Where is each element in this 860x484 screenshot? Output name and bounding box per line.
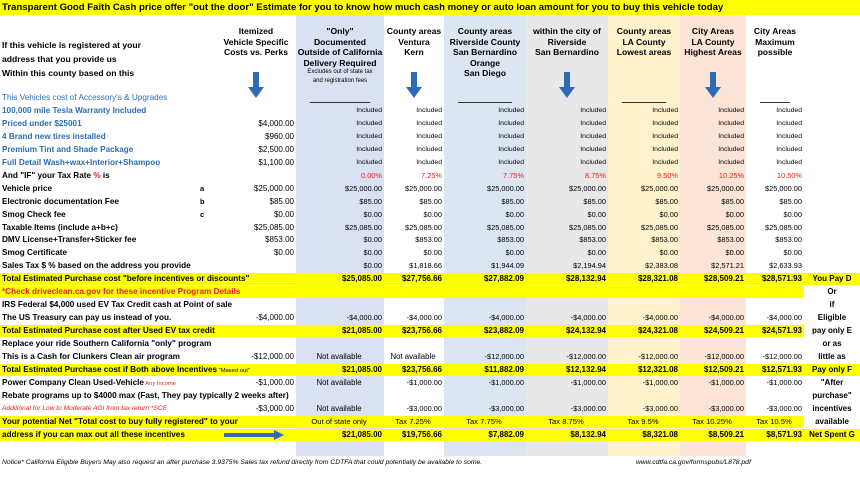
column-header-line: Lowest areas — [616, 47, 672, 57]
table-row — [0, 144, 860, 156]
side-note: available — [815, 417, 849, 426]
table-cell: $85.00 — [419, 197, 442, 206]
row-marker: c — [200, 210, 205, 219]
table-cell: $853.00 — [651, 235, 678, 244]
table-cell: $28,571.93 — [761, 274, 802, 283]
row-marker: a — [200, 184, 205, 193]
table-cell: $853.00 — [717, 235, 744, 244]
table-cell: Included — [498, 159, 524, 166]
table-cell: $853.00 — [415, 235, 442, 244]
table-cell: -$12,000.00 — [566, 352, 606, 361]
table-cell: -$12,000.00 — [762, 352, 802, 361]
table-cell: $24,571.93 — [761, 326, 802, 335]
table-cell: Included — [718, 107, 744, 114]
row-label: Power Company Clean Used-Vehicle Any Income — [2, 378, 176, 387]
table-cell: $24,509.21 — [703, 326, 744, 335]
column-header-line: Ventura — [398, 36, 430, 47]
table-row — [0, 222, 860, 234]
table-cell: Included — [718, 146, 744, 153]
table-cell: Included — [356, 107, 382, 114]
table-cell: -$1,000.00 — [642, 378, 678, 387]
column-header-line: possible — [757, 47, 793, 57]
row-label: Premium Tint and Shade Package — [2, 145, 134, 154]
table-cell: $28,132.94 — [565, 274, 606, 283]
table-cell: $25,000.00 — [569, 184, 606, 193]
table-cell: $21,085.00 — [341, 430, 382, 439]
table-cell: -$3,000.00 — [406, 404, 442, 413]
table-cell: -$12,000.00 — [638, 352, 678, 361]
notice-text: Notice* California Eligible Buyers May also request an after purchase 3.9375% Sales tax refund directly from CDTFA that could potentially be available to some. — [2, 459, 483, 466]
table-cell: Included — [416, 120, 442, 127]
table-cell: Tax 7.75% — [466, 417, 502, 426]
table-cell: Included — [718, 159, 744, 166]
table-cell: Included — [498, 146, 524, 153]
table-cell: Included — [580, 120, 606, 127]
table-cell: $0.00 — [725, 210, 744, 219]
table-cell: $0.00 — [505, 248, 524, 257]
table-cell: Included — [718, 133, 744, 140]
table-cell: $85.00 — [779, 197, 802, 206]
table-cell: $85.00 — [359, 197, 382, 206]
side-note: incentives — [812, 404, 852, 413]
table-row — [0, 351, 860, 363]
table-cell: $85.00 — [721, 197, 744, 206]
table-cell: 10.25% — [718, 171, 744, 180]
table-cell: $960.00 — [265, 132, 294, 141]
table-row — [0, 403, 860, 415]
table-cell: Included — [356, 120, 382, 127]
notice-link[interactable]: www.cdtfa.ca.gov/formspubs/L878.pdf — [636, 459, 751, 466]
table-cell: $0.00 — [273, 248, 294, 257]
side-note: little as — [818, 352, 846, 361]
row-label: Total Estimated Purchase cost after Used EV tax credit — [2, 326, 215, 335]
table-cell: -$4,000.00 — [488, 313, 524, 322]
table-cell: $0.00 — [423, 210, 442, 219]
table-cell: Included — [776, 146, 802, 153]
table-cell: Included — [416, 107, 442, 114]
table-cell: Tax 10.5% — [756, 417, 792, 426]
table-cell: $0.00 — [363, 261, 382, 270]
table-cell: $0.00 — [423, 248, 442, 257]
column-header-line: Documented — [313, 36, 367, 47]
table-cell: Out of state only — [311, 417, 367, 426]
row-label: *Check driveclean.ca.gov for these incentive Program Details — [2, 287, 241, 296]
table-row — [0, 260, 860, 272]
table-cell: $25,000.00 — [345, 184, 382, 193]
table-cell: $2,500.00 — [258, 145, 294, 154]
table-cell: 0.00% — [361, 171, 382, 180]
table-cell: Included — [416, 133, 442, 140]
row-label: 100,000 mile Tesla Warranty Included — [2, 106, 147, 115]
table-row — [0, 170, 860, 182]
table-cell: Not available — [316, 404, 362, 413]
header-label: If this vehicle is registered at your — [2, 40, 141, 50]
row-label-accent: % — [91, 171, 101, 180]
table-row — [0, 338, 860, 350]
table-cell: $2,194.94 — [573, 261, 606, 270]
row-label: Total Estimated Purchase cost if Both above Incentives "Maxed out" — [2, 365, 250, 374]
column-header — [444, 26, 526, 79]
table-cell: 8.75% — [585, 171, 606, 180]
table-cell: $2,383.08 — [645, 261, 678, 270]
row-label: Sales Tax $ % based on the address you provide — [2, 261, 191, 270]
table-cell: $24,321.08 — [637, 326, 678, 335]
table-cell: $853.00 — [265, 235, 294, 244]
table-cell: -$3,000.00 — [255, 404, 294, 413]
table-cell: $25,085.00 — [765, 223, 802, 232]
table-cell: $85.00 — [269, 197, 294, 206]
row-marker: b — [200, 197, 205, 206]
table-cell: $24,132.94 — [565, 326, 606, 335]
table-row — [0, 118, 860, 130]
column-header-line: County areas — [616, 26, 672, 36]
table-cell: $23,756.66 — [401, 326, 442, 335]
table-cell: $85.00 — [501, 197, 524, 206]
side-note: if — [829, 300, 835, 309]
column-header-note: and registration fees — [312, 78, 368, 84]
table-cell: -$4,000.00 — [406, 313, 442, 322]
table-cell: $21,085.00 — [341, 326, 382, 335]
table-cell: $25,085.00 — [707, 223, 744, 232]
table-cell: -$12,000.00 — [251, 352, 294, 361]
table-cell: Included — [580, 159, 606, 166]
table-cell: $2,571.21 — [711, 261, 744, 270]
table-row — [0, 286, 804, 298]
row-label: Full Detail Wash+wax+Interior+Shampoo — [2, 158, 161, 167]
row-label: Additional for Low to Moderate AGI from tax return *SCE — [2, 405, 168, 412]
column-header-line: San Bernardino — [535, 47, 599, 57]
table-cell: $25,000.00 — [253, 184, 294, 193]
table-cell: 7.25% — [421, 171, 442, 180]
column-header-line: San Bernardino — [453, 47, 517, 57]
table-cell: Included — [776, 120, 802, 127]
table-row — [0, 209, 860, 221]
column-header — [216, 26, 296, 58]
table-cell: $1,944.09 — [491, 261, 524, 270]
table-cell: Included — [498, 133, 524, 140]
table-cell: -$12,000.00 — [704, 352, 744, 361]
column-header-line: County areas — [386, 26, 442, 36]
table-cell: $853.00 — [579, 235, 606, 244]
row-label: Total Estimated Purchase cost "before incentives or discounts" — [2, 274, 250, 283]
table-cell: -$4,000.00 — [255, 313, 294, 322]
table-cell: $0.00 — [363, 210, 382, 219]
table-cell: Included — [580, 107, 606, 114]
table-cell: $27,756.66 — [401, 274, 442, 283]
row-label: Replace your ride Southern California "only" program — [2, 339, 212, 348]
table-cell: $1,818.66 — [409, 261, 442, 270]
table-cell: Tax 7.25% — [395, 417, 431, 426]
table-row — [0, 377, 860, 389]
table-cell: $0.00 — [659, 210, 678, 219]
table-cell: $8,509.21 — [708, 430, 744, 439]
table-cell: $8,571.93 — [766, 430, 802, 439]
table-cell: Included — [718, 120, 744, 127]
table-row — [0, 247, 860, 259]
table-cell: Included — [580, 146, 606, 153]
column-header-line: Delivery Required — [303, 57, 377, 68]
table-cell: $2,633.93 — [769, 261, 802, 270]
table-cell: Included — [580, 133, 606, 140]
table-cell: $0.00 — [725, 248, 744, 257]
table-row — [0, 183, 860, 195]
table-cell: -$4,000.00 — [708, 313, 744, 322]
table-cell: $12,509.21 — [703, 365, 744, 374]
table-cell: $0.00 — [363, 248, 382, 257]
column-header — [384, 26, 444, 58]
row-label: This is a Cash for Clunkers Clean air program — [2, 352, 180, 361]
table-row — [0, 325, 804, 337]
table-cell: Included — [498, 107, 524, 114]
table-cell: $0.00 — [783, 210, 802, 219]
table-cell: $25,000.00 — [641, 184, 678, 193]
table-cell: $1,100.00 — [258, 158, 294, 167]
row-label: The US Treasury can pay us instead of you. — [2, 313, 172, 322]
row-label: 4 Brand new tires installed — [2, 132, 106, 141]
row-label: Smog Check fee — [2, 210, 66, 219]
row-label-note: Any Income — [143, 381, 176, 387]
table-cell: $0.00 — [659, 248, 678, 257]
side-note: Pay only F — [804, 364, 860, 376]
table-cell: -$1,000.00 — [570, 378, 606, 387]
table-cell: $7,882.09 — [488, 430, 524, 439]
table-cell: -$3,000.00 — [766, 404, 802, 413]
table-cell: $85.00 — [583, 197, 606, 206]
table-cell: Tax 9.5% — [627, 417, 659, 426]
side-note: "After — [820, 378, 844, 387]
table-cell: Not available — [390, 352, 436, 361]
table-cell: $19,756.66 — [401, 430, 442, 439]
table-cell: $25,085.00 — [253, 223, 294, 232]
table-cell: $28,509.21 — [703, 274, 744, 283]
table-row — [0, 234, 860, 246]
column-header-line: Riverside — [547, 36, 587, 47]
table-cell: Tax 10.25% — [692, 417, 732, 426]
table-cell: $8,132.94 — [570, 430, 606, 439]
column-header-line: within the city of — [533, 26, 601, 36]
table-cell: 9.50% — [657, 171, 678, 180]
table-cell: $25,085.00 — [569, 223, 606, 232]
column-header-line: "Only" — [326, 26, 354, 36]
column-header-line: Itemized — [238, 26, 274, 36]
table-cell: $853.00 — [497, 235, 524, 244]
table-cell: -$1,000.00 — [766, 378, 802, 387]
table-cell: $25,085.00 — [487, 223, 524, 232]
table-cell: $25,000.00 — [765, 184, 802, 193]
table-cell: Included — [356, 133, 382, 140]
table-cell: Included — [776, 133, 802, 140]
table-cell: Included — [652, 133, 678, 140]
table-cell: -$4,000.00 — [766, 313, 802, 322]
table-cell: -$4,000.00 — [642, 313, 678, 322]
table-cell: -$1,000.00 — [406, 378, 442, 387]
row-label: Taxable Items (include a+b+c) — [2, 223, 118, 232]
column-header-line: City Areas — [753, 26, 797, 36]
table-cell: 10.50% — [776, 171, 802, 180]
side-note: Net Spent G — [804, 429, 860, 441]
side-note: or as — [822, 339, 842, 348]
column-header-line: Kern — [404, 47, 424, 57]
side-note: You Pay D — [804, 273, 860, 285]
column-header-line: Costs vs. Perks — [223, 47, 288, 57]
table-cell: $0.00 — [587, 210, 606, 219]
table-cell: -$1,000.00 — [708, 378, 744, 387]
table-cell: Included — [776, 107, 802, 114]
table-cell: $23,756.66 — [401, 365, 442, 374]
side-note: Eligible — [817, 313, 847, 322]
column-header-note: Excludes out of state tax — [307, 69, 373, 75]
column-header-line: Highest Areas — [684, 47, 742, 57]
column-header — [296, 26, 384, 86]
table-cell: $12,571.93 — [761, 365, 802, 374]
table-cell: Included — [652, 146, 678, 153]
column-header-line: Orange — [469, 57, 501, 68]
column-header-line: San Diego — [463, 68, 507, 78]
table-row — [0, 429, 804, 441]
column-header-line: LA County — [622, 36, 666, 47]
table-cell: $11,882.09 — [484, 365, 524, 374]
table-cell: $12,321.08 — [637, 365, 678, 374]
table-cell: $4,000.00 — [258, 119, 294, 128]
row-label: DMV License+Transfer+Sticker fee — [2, 235, 137, 244]
table-cell: Included — [356, 146, 382, 153]
table-cell: $25,085.00 — [405, 223, 442, 232]
table-cell: $0.00 — [783, 248, 802, 257]
table-cell: $853.00 — [775, 235, 802, 244]
row-label: And "IF" your Tax Rate % is — [2, 171, 110, 180]
table-cell: Included — [652, 120, 678, 127]
table-cell: Not available — [316, 352, 362, 361]
table-cell: $21,085.00 — [341, 365, 382, 374]
row-label-note: "Maxed out" — [217, 368, 250, 374]
table-cell: $25,000.00 — [707, 184, 744, 193]
table-cell: Tax 8.75% — [548, 417, 584, 426]
header-label: Within this county based on this — [2, 68, 135, 78]
table-row — [0, 312, 860, 324]
table-cell: $25,085.00 — [345, 223, 382, 232]
column-header-line: Vehicle Specific — [223, 36, 289, 47]
row-label: Your potential Net "Total cost to buy fully registered" to your — [2, 417, 238, 426]
table-row — [0, 273, 804, 285]
table-row — [0, 299, 860, 311]
table-cell: Not available — [316, 378, 362, 387]
table-row — [0, 157, 860, 169]
table-row — [0, 196, 860, 208]
table-cell: Included — [776, 159, 802, 166]
table-row — [0, 105, 860, 117]
table-cell: $25,000.00 — [405, 184, 442, 193]
table-cell: 7.75% — [503, 171, 524, 180]
page-title: Transparent Good Faith Cash price offer "out the door" Estimate for you to know how much cash money or auto loan amount for you to buy this vehicle today — [0, 0, 860, 15]
row-label: Rebate programs up to $4000 max (Fast, They pay typically 2 weeks after) — [2, 391, 289, 400]
column-header-line: City Areas — [691, 26, 735, 36]
table-cell: $0.00 — [273, 210, 294, 219]
table-cell: Included — [498, 120, 524, 127]
table-cell: Included — [652, 159, 678, 166]
header-label: address that you provide us — [2, 54, 117, 64]
table-cell: Included — [416, 146, 442, 153]
table-cell: Included — [356, 159, 382, 166]
row-label: This Vehicles cost of Accessory's & Upgrades — [2, 93, 168, 102]
side-note: pay only E — [811, 326, 852, 335]
column-header-line: Riverside County — [449, 36, 521, 47]
side-note: Or — [827, 287, 837, 296]
table-cell: -$3,000.00 — [570, 404, 606, 413]
table-cell: $0.00 — [587, 248, 606, 257]
table-cell: -$3,000.00 — [708, 404, 744, 413]
column-header-line: Maximum — [755, 36, 795, 47]
table-cell: -$4,000.00 — [346, 313, 382, 322]
column-header — [680, 26, 746, 58]
table-row — [0, 92, 860, 104]
table-row — [0, 364, 804, 376]
column-header-line: County areas — [457, 26, 513, 36]
row-label: Electronic documentation Fee — [2, 197, 119, 206]
table-cell: $0.00 — [363, 235, 382, 244]
table-cell: $8,321.08 — [642, 430, 678, 439]
table-row — [0, 131, 860, 143]
table-cell: -$1,000.00 — [255, 378, 294, 387]
row-label: address if you can max out all these incentives — [2, 430, 185, 439]
table-cell: $23,882.09 — [483, 326, 524, 335]
table-cell: $85.00 — [655, 197, 678, 206]
table-cell: $25,085.00 — [641, 223, 678, 232]
column-header — [746, 26, 804, 58]
table-cell: Included — [652, 107, 678, 114]
table-cell: $25,085.00 — [341, 274, 382, 283]
side-note: purchase" — [812, 391, 852, 400]
row-label: Priced under $25001 — [2, 119, 82, 128]
table-cell: -$3,000.00 — [642, 404, 678, 413]
table-cell: $12,132.94 — [565, 365, 606, 374]
right-arrow-icon — [224, 430, 284, 440]
row-label: Vehicle price — [2, 184, 53, 193]
table-cell: $28,321.08 — [637, 274, 678, 283]
table-cell: $25,000.00 — [487, 184, 524, 193]
table-cell: $27,882.09 — [483, 274, 524, 283]
table-cell: -$12,000.00 — [484, 352, 524, 361]
column-header — [608, 26, 680, 58]
table-cell: Included — [416, 159, 442, 166]
table-cell: $0.00 — [505, 210, 524, 219]
table-cell: -$3,000.00 — [488, 404, 524, 413]
table-row — [0, 416, 804, 428]
table-cell: -$4,000.00 — [570, 313, 606, 322]
row-label-tail: is — [100, 171, 110, 180]
table-row — [0, 390, 860, 402]
row-label: Smog Certificate — [2, 248, 68, 257]
column-header — [526, 26, 608, 58]
column-header-line: Outside of California — [297, 47, 383, 57]
column-header-line: LA County — [691, 36, 735, 47]
table-cell: -$1,000.00 — [488, 378, 524, 387]
row-label: IRS Federal $4,000 used EV Tax Credit cash at Point of sale — [2, 300, 233, 309]
